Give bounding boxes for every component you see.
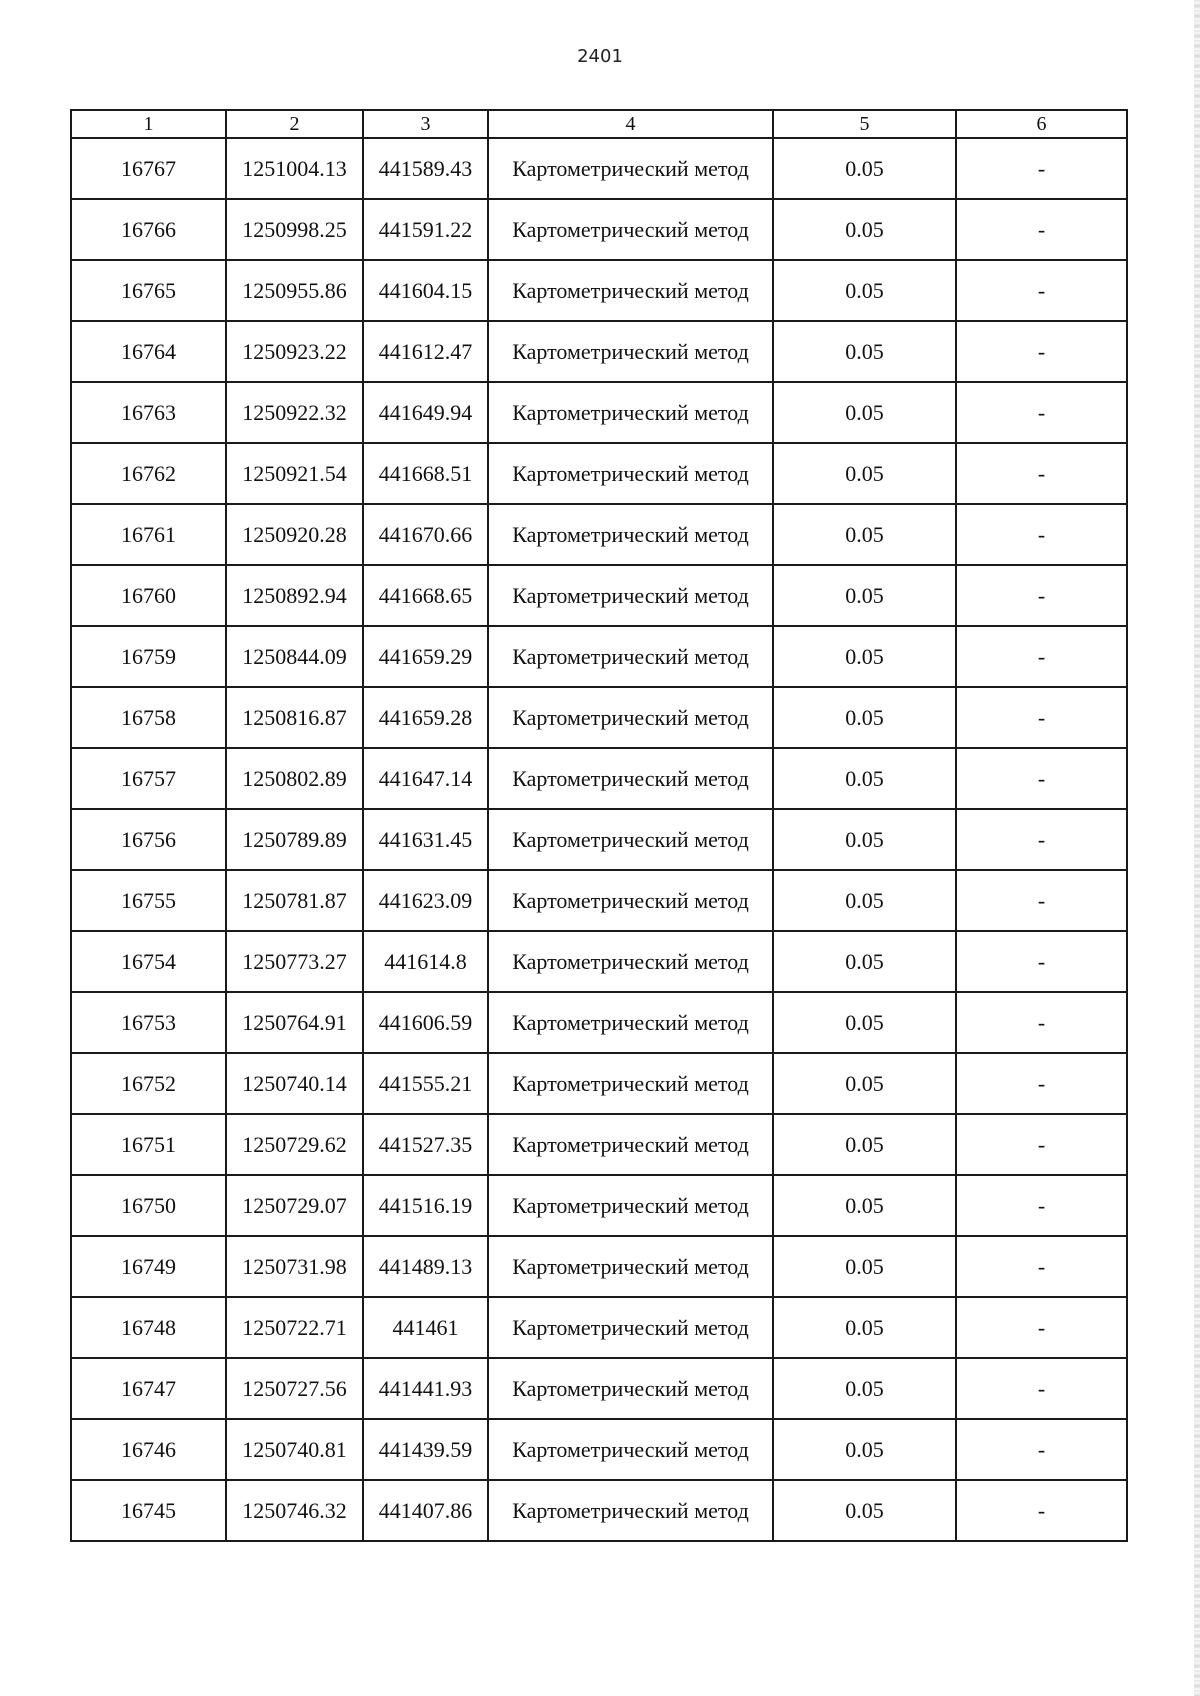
note-cell: - [956, 1358, 1127, 1419]
accuracy-cell: 0.05 [773, 1053, 956, 1114]
y-coordinate-cell: 441623.09 [363, 870, 488, 931]
y-coordinate-cell: 441489.13 [363, 1236, 488, 1297]
note-cell: - [956, 626, 1127, 687]
method-cell: Картометрический метод [488, 748, 773, 809]
point-number-cell: 16758 [71, 687, 226, 748]
note-cell: - [956, 260, 1127, 321]
method-cell: Картометрический метод [488, 1480, 773, 1541]
accuracy-cell: 0.05 [773, 565, 956, 626]
table-row [71, 1419, 1127, 1480]
note-cell: - [956, 321, 1127, 382]
method-cell: Картометрический метод [488, 809, 773, 870]
table-row [71, 1175, 1127, 1236]
table-body [71, 138, 1127, 1541]
point-number-cell: 16746 [71, 1419, 226, 1480]
note-cell: - [956, 138, 1127, 199]
note-cell: - [956, 748, 1127, 809]
note-cell: - [956, 1114, 1127, 1175]
method-cell: Картометрический метод [488, 1114, 773, 1175]
column-header-3: 3 [363, 110, 488, 138]
accuracy-cell: 0.05 [773, 260, 956, 321]
accuracy-cell: 0.05 [773, 321, 956, 382]
table-row [71, 809, 1127, 870]
y-coordinate-cell: 441589.43 [363, 138, 488, 199]
table-row [71, 1480, 1127, 1541]
x-coordinate-cell: 1250922.32 [226, 382, 363, 443]
method-cell: Картометрический метод [488, 870, 773, 931]
y-coordinate-cell: 441647.14 [363, 748, 488, 809]
accuracy-cell: 0.05 [773, 504, 956, 565]
y-coordinate-cell: 441591.22 [363, 199, 488, 260]
x-coordinate-cell: 1250781.87 [226, 870, 363, 931]
column-header-5: 5 [773, 110, 956, 138]
y-coordinate-cell: 441659.28 [363, 687, 488, 748]
table-row [71, 1297, 1127, 1358]
accuracy-cell: 0.05 [773, 931, 956, 992]
table-row [71, 1114, 1127, 1175]
accuracy-cell: 0.05 [773, 748, 956, 809]
y-coordinate-cell: 441555.21 [363, 1053, 488, 1114]
x-coordinate-cell: 1250802.89 [226, 748, 363, 809]
x-coordinate-cell: 1250764.91 [226, 992, 363, 1053]
method-cell: Картометрический метод [488, 992, 773, 1053]
method-cell: Картометрический метод [488, 199, 773, 260]
point-number-cell: 16757 [71, 748, 226, 809]
point-number-cell: 16756 [71, 809, 226, 870]
point-number-cell: 16760 [71, 565, 226, 626]
method-cell: Картометрический метод [488, 1053, 773, 1114]
accuracy-cell: 0.05 [773, 1297, 956, 1358]
accuracy-cell: 0.05 [773, 1236, 956, 1297]
y-coordinate-cell: 441612.47 [363, 321, 488, 382]
y-coordinate-cell: 441516.19 [363, 1175, 488, 1236]
accuracy-cell: 0.05 [773, 443, 956, 504]
page-number: 2401 [577, 46, 623, 67]
note-cell: - [956, 1175, 1127, 1236]
x-coordinate-cell: 1250731.98 [226, 1236, 363, 1297]
point-number-cell: 16764 [71, 321, 226, 382]
x-coordinate-cell: 1250816.87 [226, 687, 363, 748]
note-cell: - [956, 504, 1127, 565]
x-coordinate-cell: 1250998.25 [226, 199, 363, 260]
accuracy-cell: 0.05 [773, 992, 956, 1053]
table-row [71, 626, 1127, 687]
table-row [71, 138, 1127, 199]
x-coordinate-cell: 1250923.22 [226, 321, 363, 382]
table-row [71, 199, 1127, 260]
table-header-row [71, 110, 1127, 138]
point-number-cell: 16752 [71, 1053, 226, 1114]
x-coordinate-cell: 1250729.07 [226, 1175, 363, 1236]
note-cell: - [956, 1236, 1127, 1297]
accuracy-cell: 0.05 [773, 870, 956, 931]
column-header-2: 2 [226, 110, 363, 138]
method-cell: Картометрический метод [488, 1236, 773, 1297]
point-number-cell: 16749 [71, 1236, 226, 1297]
y-coordinate-cell: 441659.29 [363, 626, 488, 687]
method-cell: Картометрический метод [488, 931, 773, 992]
point-number-cell: 16761 [71, 504, 226, 565]
column-header-1: 1 [71, 110, 226, 138]
accuracy-cell: 0.05 [773, 1358, 956, 1419]
point-number-cell: 16750 [71, 1175, 226, 1236]
point-number-cell: 16767 [71, 138, 226, 199]
note-cell: - [956, 382, 1127, 443]
accuracy-cell: 0.05 [773, 138, 956, 199]
table-row [71, 443, 1127, 504]
table-row [71, 748, 1127, 809]
method-cell: Картометрический метод [488, 1175, 773, 1236]
note-cell: - [956, 443, 1127, 504]
note-cell: - [956, 1297, 1127, 1358]
point-number-cell: 16762 [71, 443, 226, 504]
x-coordinate-cell: 1251004.13 [226, 138, 363, 199]
y-coordinate-cell: 441670.66 [363, 504, 488, 565]
y-coordinate-cell: 441604.15 [363, 260, 488, 321]
method-cell: Картометрический метод [488, 1358, 773, 1419]
table-row [71, 1053, 1127, 1114]
table-row [71, 870, 1127, 931]
accuracy-cell: 0.05 [773, 1114, 956, 1175]
column-header-6: 6 [956, 110, 1127, 138]
accuracy-cell: 0.05 [773, 1480, 956, 1541]
method-cell: Картометрический метод [488, 1297, 773, 1358]
point-number-cell: 16763 [71, 382, 226, 443]
note-cell: - [956, 809, 1127, 870]
y-coordinate-cell: 441441.93 [363, 1358, 488, 1419]
method-cell: Картометрический метод [488, 443, 773, 504]
point-number-cell: 16755 [71, 870, 226, 931]
table-row [71, 1358, 1127, 1419]
x-coordinate-cell: 1250920.28 [226, 504, 363, 565]
x-coordinate-cell: 1250773.27 [226, 931, 363, 992]
y-coordinate-cell: 441668.51 [363, 443, 488, 504]
point-number-cell: 16765 [71, 260, 226, 321]
point-number-cell: 16751 [71, 1114, 226, 1175]
y-coordinate-cell: 441606.59 [363, 992, 488, 1053]
table-row [71, 382, 1127, 443]
method-cell: Картометрический метод [488, 260, 773, 321]
table-row [71, 931, 1127, 992]
table-row [71, 992, 1127, 1053]
method-cell: Картометрический метод [488, 565, 773, 626]
y-coordinate-cell: 441439.59 [363, 1419, 488, 1480]
method-cell: Картометрический метод [488, 1419, 773, 1480]
accuracy-cell: 0.05 [773, 809, 956, 870]
method-cell: Картометрический метод [488, 687, 773, 748]
note-cell: - [956, 992, 1127, 1053]
y-coordinate-cell: 441668.65 [363, 565, 488, 626]
x-coordinate-cell: 1250740.14 [226, 1053, 363, 1114]
note-cell: - [956, 1480, 1127, 1541]
method-cell: Картометрический метод [488, 138, 773, 199]
method-cell: Картометрический метод [488, 382, 773, 443]
x-coordinate-cell: 1250789.89 [226, 809, 363, 870]
point-number-cell: 16747 [71, 1358, 226, 1419]
point-number-cell: 16754 [71, 931, 226, 992]
table-row [71, 565, 1127, 626]
point-number-cell: 16766 [71, 199, 226, 260]
y-coordinate-cell: 441407.86 [363, 1480, 488, 1541]
y-coordinate-cell: 441527.35 [363, 1114, 488, 1175]
point-number-cell: 16745 [71, 1480, 226, 1541]
note-cell: - [956, 1053, 1127, 1114]
x-coordinate-cell: 1250892.94 [226, 565, 363, 626]
scan-edge-decoration [1194, 0, 1200, 1696]
x-coordinate-cell: 1250844.09 [226, 626, 363, 687]
accuracy-cell: 0.05 [773, 382, 956, 443]
table-row [71, 260, 1127, 321]
method-cell: Картометрический метод [488, 626, 773, 687]
y-coordinate-cell: 441631.45 [363, 809, 488, 870]
accuracy-cell: 0.05 [773, 199, 956, 260]
note-cell: - [956, 870, 1127, 931]
accuracy-cell: 0.05 [773, 687, 956, 748]
x-coordinate-cell: 1250955.86 [226, 260, 363, 321]
table-row [71, 504, 1127, 565]
method-cell: Картометрический метод [488, 321, 773, 382]
point-number-cell: 16753 [71, 992, 226, 1053]
point-number-cell: 16759 [71, 626, 226, 687]
column-header-4: 4 [488, 110, 773, 138]
accuracy-cell: 0.05 [773, 626, 956, 687]
x-coordinate-cell: 1250727.56 [226, 1358, 363, 1419]
coordinates-table [70, 109, 1128, 1542]
x-coordinate-cell: 1250746.32 [226, 1480, 363, 1541]
note-cell: - [956, 931, 1127, 992]
y-coordinate-cell: 441649.94 [363, 382, 488, 443]
x-coordinate-cell: 1250729.62 [226, 1114, 363, 1175]
table-row [71, 687, 1127, 748]
table-row [71, 1236, 1127, 1297]
note-cell: - [956, 1419, 1127, 1480]
x-coordinate-cell: 1250722.71 [226, 1297, 363, 1358]
table-row [71, 321, 1127, 382]
x-coordinate-cell: 1250740.81 [226, 1419, 363, 1480]
point-number-cell: 16748 [71, 1297, 226, 1358]
note-cell: - [956, 199, 1127, 260]
x-coordinate-cell: 1250921.54 [226, 443, 363, 504]
method-cell: Картометрический метод [488, 504, 773, 565]
y-coordinate-cell: 441614.8 [363, 931, 488, 992]
note-cell: - [956, 687, 1127, 748]
note-cell: - [956, 565, 1127, 626]
accuracy-cell: 0.05 [773, 1175, 956, 1236]
accuracy-cell: 0.05 [773, 1419, 956, 1480]
y-coordinate-cell: 441461 [363, 1297, 488, 1358]
